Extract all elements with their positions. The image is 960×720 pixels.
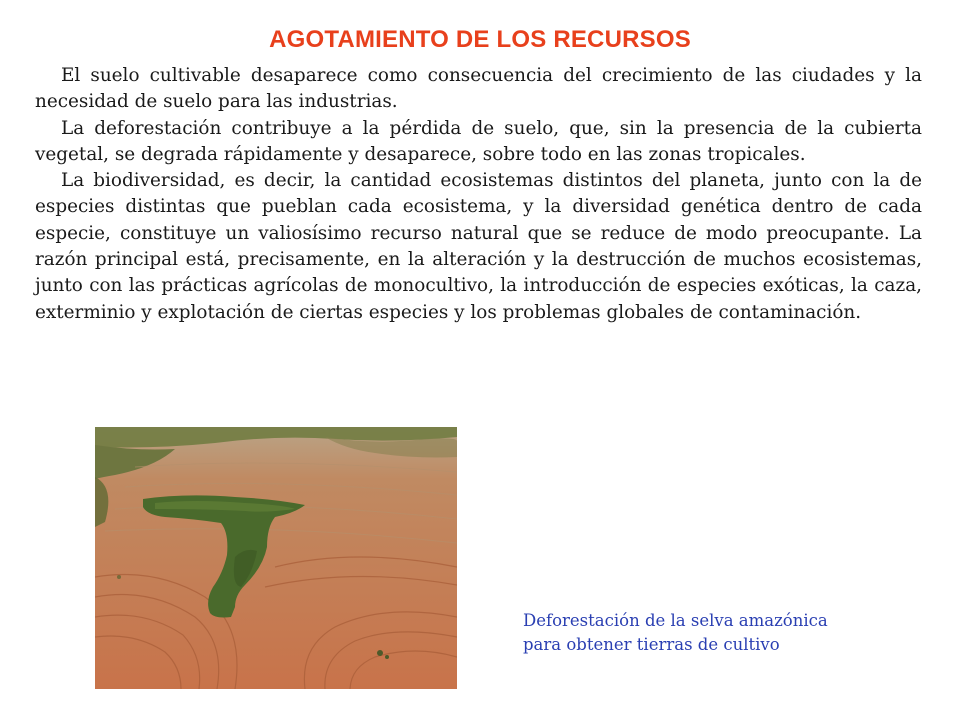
body-text [35,63,922,326]
deforestation-photo [95,427,457,689]
paragraph-biodiversity: La biodiversidad, es decir, la cantidad ecosistemas distintos del planeta, junto con la de especies distintas que pueblan cada ecosistema, y la diversidad genética dentro de cada especie, constituye un valiosísimo recurso natural que se reduce de modo preocupante. La razón principal está, precisamente, en la alteración y la destrucción de muchos ecosistemas, junto con las prácticas agrícolas de monocultivo, la introducción de especies exóticas, la caza, exterminio y explotación de ciertas especies y los problemas globales de contaminación. [35,170,922,323]
paragraph-deforestation: La deforestación contribuye a la pérdida de suelo, que, sin la presencia de la cubierta vegetal, se degrada rápidamente y desaparece, sobre todo en las zonas tropicales. [35,117,922,165]
caption-line-1: Deforestación de la selva amazónica [523,611,828,630]
photo-caption [523,609,923,657]
page-title: AGOTAMIENTO DE LOS RECURSOS [269,26,691,53]
paragraph-soil: El suelo cultivable desaparece como consecuencia del crecimiento de las ciudades y la necesidad de suelo para las industrias. [35,65,922,113]
caption-line-2: para obtener tierras de cultivo [523,635,780,654]
